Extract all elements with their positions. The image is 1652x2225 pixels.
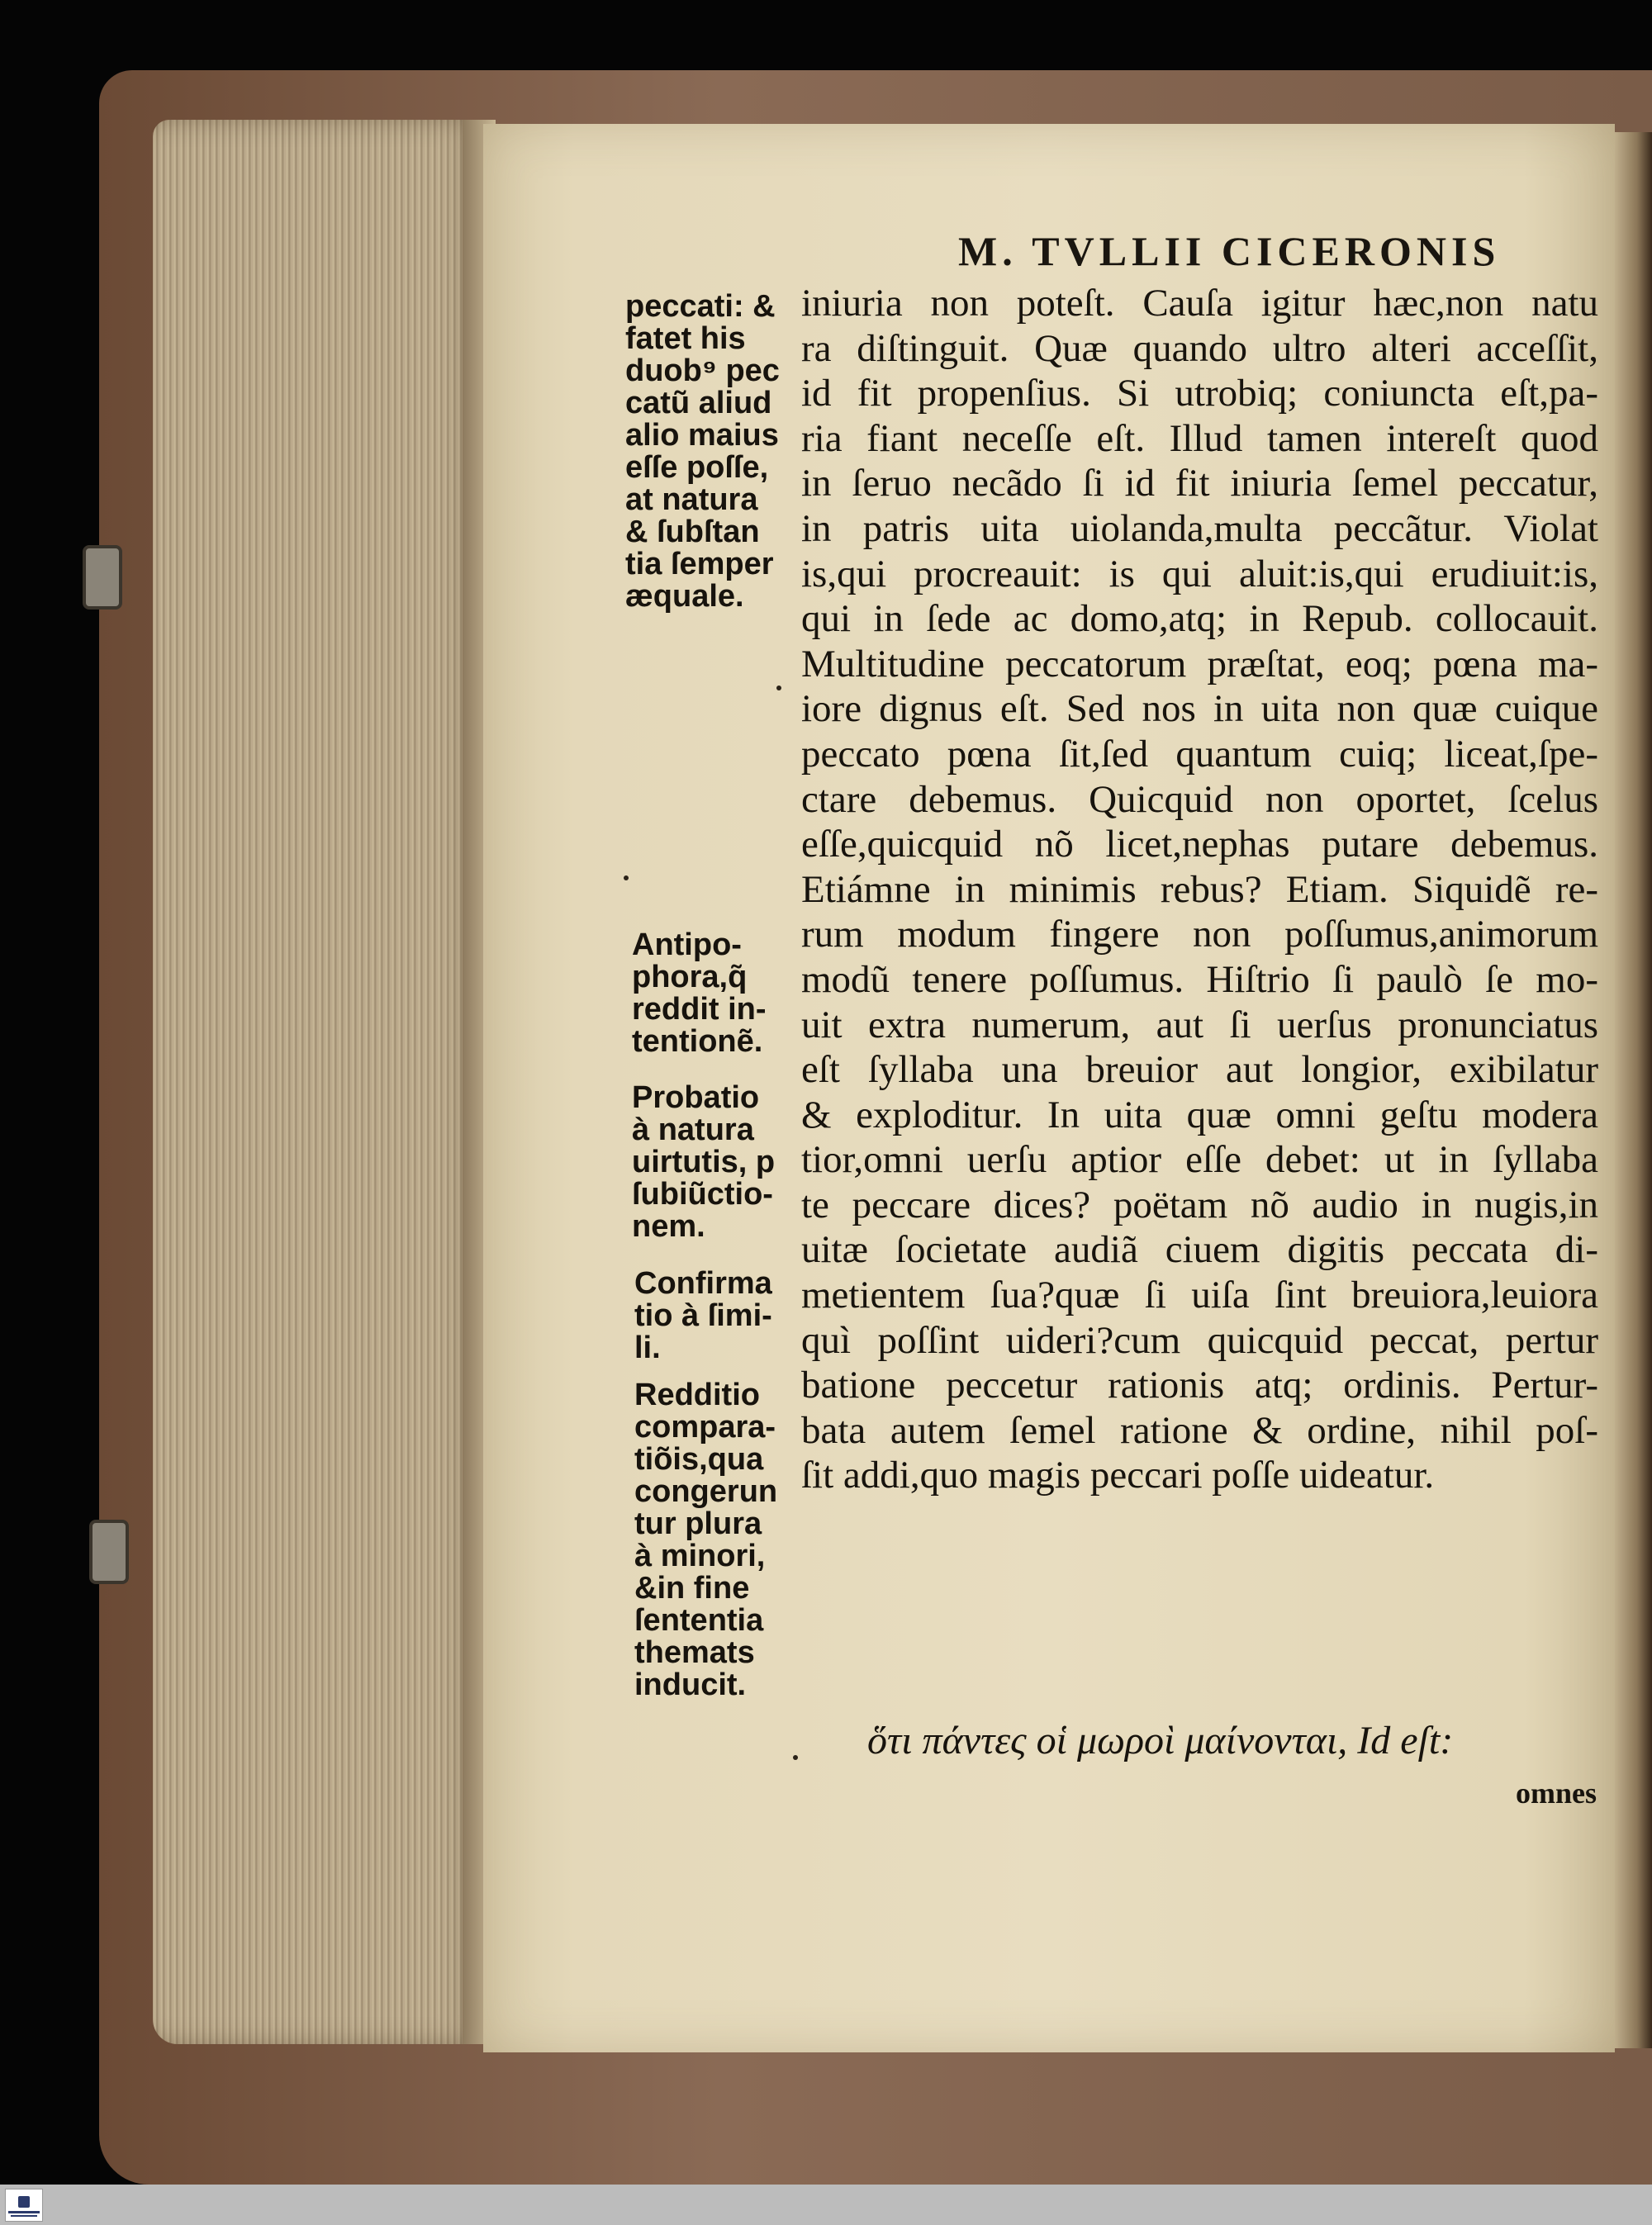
body-line: uit extra numerum, aut ſi uerſus pronunciatus — [801, 1003, 1598, 1046]
margin-line: li. — [634, 1331, 661, 1365]
clasp-bottom — [89, 1520, 129, 1584]
margin-line: uirtutis, p — [632, 1145, 776, 1179]
body-line: eſſe,quicquid nõ licet,nephas putare debemus. — [801, 823, 1598, 866]
page-fore-edge — [153, 120, 483, 2044]
body-line: te peccare dices? poëtam nõ audio in nugis,in — [801, 1183, 1598, 1226]
body-line: ria fiant neceſſe eſt. Illud tamen intereſt quod — [801, 416, 1598, 460]
margin-line: & ſubſtan — [625, 515, 760, 549]
margin-line: tia ſemper — [625, 547, 774, 581]
page-right-edge — [1615, 132, 1652, 2048]
margin-line: duob⁹ pec — [625, 353, 780, 388]
margin-line: Redditio — [634, 1378, 760, 1412]
body-line: Etiámne in minimis rebus? Etiam. Siquidẽ re- — [801, 867, 1598, 911]
margin-line: Antipo- — [632, 927, 742, 962]
body-line: peccato pœna ſit,ſed quantum cuiq; liceat,ſpe- — [801, 732, 1598, 776]
margin-line: catũ aliud — [625, 386, 772, 420]
margin-line: congerun — [634, 1474, 778, 1509]
body-line: & exploditur. In uita quæ omni geſtu modera — [801, 1093, 1598, 1136]
marginal-note-5 — [634, 1379, 777, 1701]
body-line: ra diſtinguit. Quæ quando ultro alteri acceſſit, — [801, 326, 1598, 370]
margin-line: peccati: & — [625, 289, 776, 324]
margin-line: tur plura — [634, 1506, 762, 1541]
body-line: modũ tenere poſſumus. Hiſtrio ſi paulò ſe mo- — [801, 957, 1598, 1001]
margin-line: compara- — [634, 1410, 776, 1445]
body-line: in ſeruo necãdo ſi id fit iniuria ſemel peccatur, — [801, 462, 1598, 505]
running-head: M. TVLLII CICERONIS — [958, 228, 1501, 274]
margin-line: tio à ſimi- — [634, 1298, 772, 1333]
margin-line: à natura — [632, 1112, 754, 1147]
body-line: ctare debemus. Quicquid non oportet, ſcelus — [801, 777, 1598, 821]
margin-line: phora,q̃ — [632, 960, 748, 994]
body-line: in patris uita uiolanda,multa peccãtur. Violat — [801, 506, 1598, 550]
ink-speck — [793, 1755, 798, 1760]
greek-quotation: ὅτι πάντες οἱ μωροὶ μαίνονται, Id eſt: — [867, 1719, 1454, 1762]
margin-line: æquale. — [625, 579, 744, 614]
clasp-top — [83, 545, 122, 610]
margin-line: Confirma — [634, 1266, 772, 1301]
marginal-note-1 — [625, 291, 780, 613]
body-line: metientem ſua?quæ ſi uiſa ſint breuiora,leuiora — [801, 1274, 1598, 1317]
margin-line: reddit in- — [632, 992, 767, 1027]
marginal-note-3 — [632, 1082, 775, 1243]
body-text — [801, 281, 1598, 1498]
body-line: iore dignus eſt. Sed nos in uita non quæ cuique — [801, 687, 1598, 731]
margin-line: &in fine — [634, 1571, 750, 1606]
margin-line: à minori, — [634, 1539, 766, 1573]
margin-line: tentionẽ. — [632, 1024, 763, 1059]
body-line: ſit addi,quo magis peccari poſſe uideatur. — [801, 1454, 1435, 1497]
viewer-footer-bar — [0, 2185, 1652, 2225]
body-line: qui in ſede ac domo,atq; in Repub. collocauit. — [801, 597, 1598, 641]
margin-line: themats — [634, 1635, 755, 1670]
margin-line: ſubiũctio- — [632, 1177, 773, 1212]
margin-line: inducit. — [634, 1668, 747, 1702]
catchword: omnes — [1516, 1777, 1597, 1810]
body-line: uitæ ſocietate audiã ciuem digitis peccata di- — [801, 1228, 1598, 1272]
margin-line: tiõis,qua — [634, 1442, 764, 1477]
body-line: is,qui procreauit: is qui aluit:is,qui erudiuit:is, — [801, 552, 1598, 595]
body-line: tior,omni uerſu aptior eſſe debet: ut in ſyllaba — [801, 1138, 1598, 1182]
body-line: quì poſſint uideri?cum quicquid peccat, pertur — [801, 1318, 1598, 1362]
margin-line: fatet his — [625, 321, 746, 356]
marginal-note-4 — [634, 1268, 772, 1364]
body-line: bata autem ſemel ratione & ordine, nihil poſ- — [801, 1408, 1598, 1452]
margin-line: alio maius — [625, 418, 779, 453]
body-line: eſt ſyllaba una breuior aut longior, exibilatur — [801, 1048, 1598, 1092]
body-line: Multitudine peccatorum præſtat, eoq; pœna ma- — [801, 642, 1598, 686]
margin-line: ſententia — [634, 1603, 764, 1638]
ink-speck — [776, 686, 781, 690]
body-line: batione peccetur rationis atq; ordinis. Pertur- — [801, 1364, 1598, 1407]
ink-speck — [624, 875, 629, 880]
body-line: id fit propenſius. Si utrobiq; coniuncta eſt,pa- — [801, 372, 1598, 415]
margin-line: at natura — [625, 482, 758, 517]
body-line: rum modum fingere non poſſumus,animorum — [801, 913, 1598, 956]
marginal-note-2 — [632, 929, 767, 1058]
body-line: iniuria non poteſt. Cauſa igitur hæc,non natu — [801, 282, 1598, 325]
margin-line: eſſe poſſe, — [625, 450, 769, 485]
margin-line: nem. — [632, 1209, 705, 1244]
margin-line: Probatio — [632, 1080, 760, 1115]
library-logo-icon[interactable] — [5, 2189, 43, 2222]
